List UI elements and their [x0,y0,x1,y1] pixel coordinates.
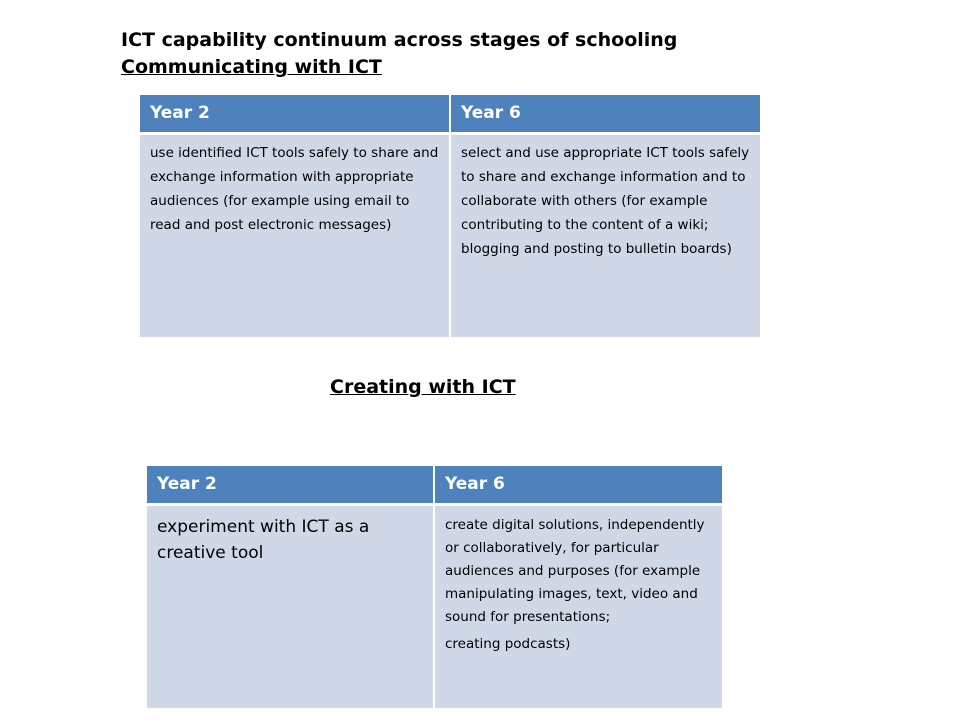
column-header-year-6: Year 6 [434,466,722,504]
table-header-row [147,466,722,504]
cell-year-6 [434,504,722,708]
section-heading-communicating: Communicating with ICT [121,56,382,78]
cell-year-2: use identified ICT tools safely to share and exchange information with appropriate audiences (for example using email to read and post electronic messages) [140,133,450,337]
table-row [140,133,760,337]
cell-year-6: select and use appropriate ICT tools safely to share and exchange information and to collaborate with others (for example contributing to the content of a wiki; blogging and posting to bulletin boards) [450,133,760,337]
table-header-row [140,95,760,133]
column-header-year-2: Year 2 [147,466,434,504]
creating-table [147,466,722,708]
section-heading-creating: Creating with ICT [330,376,516,398]
cell-year-2: experiment with ICT as a creative tool [147,504,434,708]
table-row [147,504,722,708]
page-title: ICT capability continuum across stages of schooling [121,29,678,51]
communicating-table [140,95,760,337]
cell-year-6-text-continued: creating podcasts) [445,635,571,652]
cell-year-6-text: create digital solutions, independently or collaboratively, for particular audiences and purposes (for example manipulating images, text, video and sound for presentations; [445,516,705,625]
column-header-year-2: Year 2 [140,95,450,133]
column-header-year-6: Year 6 [450,95,760,133]
